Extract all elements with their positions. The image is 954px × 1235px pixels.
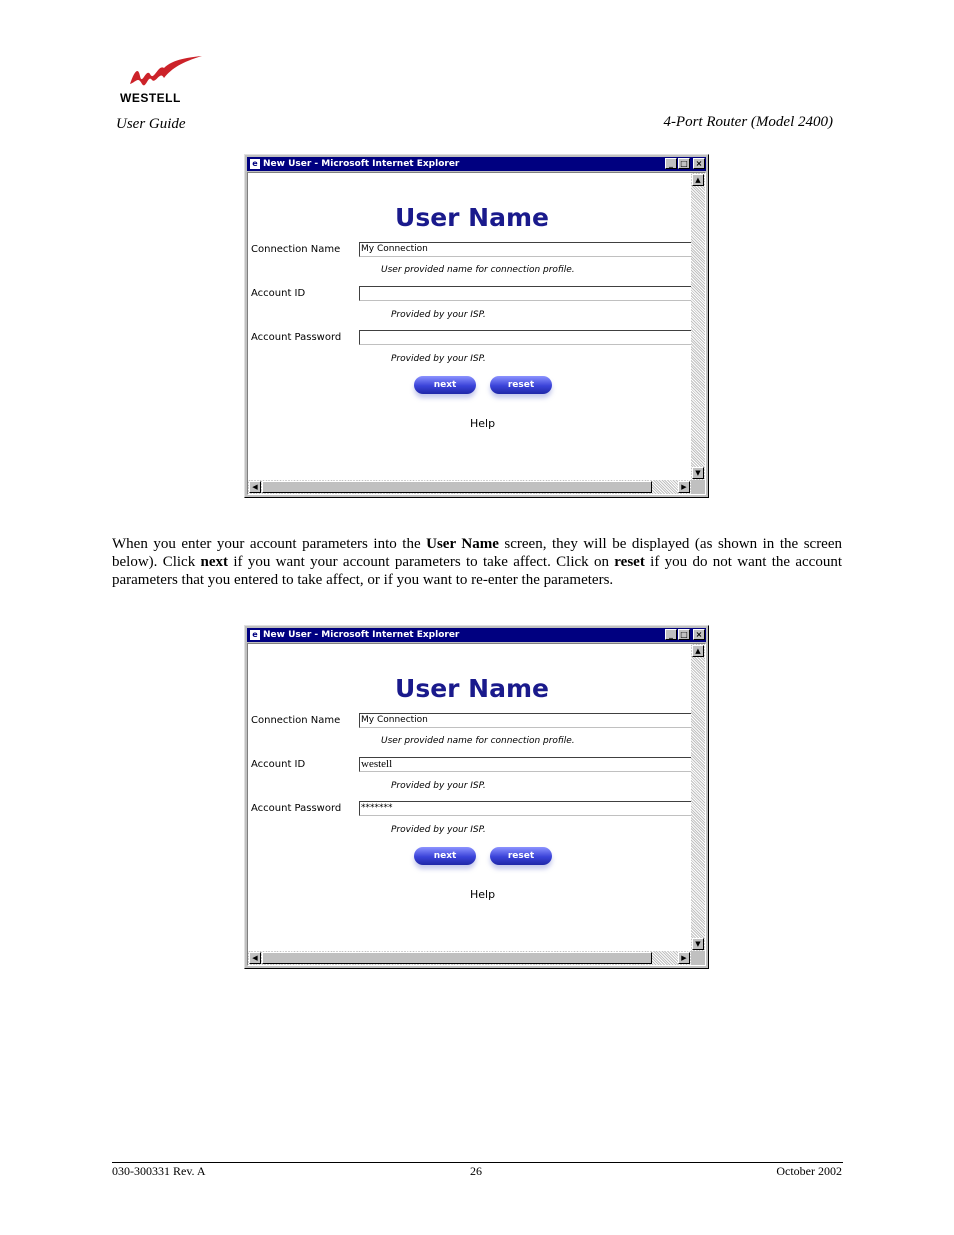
connection-name-hint: User provided name for connection profile. bbox=[381, 736, 575, 746]
minimize-button[interactable]: _ bbox=[665, 158, 677, 169]
scroll-down-icon[interactable]: ▼ bbox=[692, 938, 704, 950]
browser-content bbox=[247, 643, 706, 966]
account-password-hint: Provided by your ISP. bbox=[391, 825, 486, 835]
footer-page-number: 26 bbox=[470, 1164, 482, 1178]
scroll-thumb[interactable] bbox=[262, 481, 652, 493]
account-password-label: Account Password bbox=[251, 332, 342, 343]
account-password-hint: Provided by your ISP. bbox=[391, 354, 486, 364]
connection-name-label: Connection Name bbox=[251, 244, 341, 255]
para-text-4: if you do not want the account parameters that you entered to take affect, or if you want to re-enter the parameters. bbox=[112, 554, 842, 588]
account-password-input[interactable]: ******* bbox=[359, 801, 695, 816]
minimize-button[interactable]: _ bbox=[665, 629, 677, 640]
next-button[interactable]: next bbox=[414, 847, 476, 865]
header-user-guide: User Guide bbox=[116, 116, 186, 132]
maximize-button[interactable]: □ bbox=[678, 629, 690, 640]
vertical-scrollbar[interactable] bbox=[691, 173, 705, 480]
account-password-input[interactable] bbox=[359, 330, 695, 345]
reset-button[interactable]: reset bbox=[490, 376, 552, 394]
ie-icon: e bbox=[250, 630, 260, 640]
close-button[interactable]: × bbox=[693, 158, 705, 169]
para-text-2: screen, they will be displayed (as shown in the screen below). Click bbox=[112, 536, 842, 570]
help-link[interactable]: Help bbox=[470, 417, 496, 430]
account-id-input[interactable] bbox=[359, 286, 695, 301]
horizontal-scrollbar[interactable] bbox=[248, 951, 705, 965]
body-paragraph bbox=[112, 535, 842, 589]
account-password-label: Account Password bbox=[251, 803, 342, 814]
scroll-thumb[interactable] bbox=[262, 952, 652, 964]
logo-text: WESTELL bbox=[120, 91, 181, 105]
window-titlebar bbox=[247, 628, 706, 642]
browser-window-1 bbox=[244, 154, 709, 498]
scroll-right-icon[interactable]: ▶ bbox=[678, 481, 690, 493]
browser-content bbox=[247, 172, 706, 495]
scroll-left-icon[interactable]: ◀ bbox=[249, 952, 261, 964]
page-title: User Name bbox=[395, 203, 549, 232]
connection-name-input[interactable]: My Connection bbox=[359, 242, 695, 257]
scroll-corner bbox=[691, 951, 705, 965]
browser-window-2 bbox=[244, 625, 709, 969]
scroll-up-icon[interactable]: ▲ bbox=[692, 174, 704, 186]
close-button[interactable]: × bbox=[693, 629, 705, 640]
window-titlebar bbox=[247, 157, 706, 171]
para-bold-user-name: User Name bbox=[426, 536, 499, 552]
account-id-label: Account ID bbox=[251, 288, 306, 299]
window-title: New User - Microsoft Internet Explorer bbox=[263, 159, 460, 169]
para-text-3: if you want your account parameters to take affect. Click on bbox=[228, 554, 615, 570]
maximize-button[interactable]: □ bbox=[678, 158, 690, 169]
next-button[interactable]: next bbox=[414, 376, 476, 394]
scroll-right-icon[interactable]: ▶ bbox=[678, 952, 690, 964]
connection-name-hint: User provided name for connection profile. bbox=[381, 265, 575, 275]
account-id-hint: Provided by your ISP. bbox=[391, 781, 486, 791]
account-id-hint: Provided by your ISP. bbox=[391, 310, 486, 320]
connection-name-label: Connection Name bbox=[251, 715, 341, 726]
vertical-scrollbar[interactable] bbox=[691, 644, 705, 951]
horizontal-scrollbar[interactable] bbox=[248, 480, 705, 494]
para-bold-next: next bbox=[200, 554, 229, 570]
page-title: User Name bbox=[395, 674, 549, 703]
help-link[interactable]: Help bbox=[470, 888, 496, 901]
footer-doc-number: 030-300331 Rev. A bbox=[112, 1164, 206, 1178]
scroll-down-icon[interactable]: ▼ bbox=[692, 467, 704, 479]
header-product-name: 4-Port Router (Model 2400) bbox=[663, 114, 833, 130]
account-id-input[interactable]: westell bbox=[359, 757, 695, 772]
account-id-label: Account ID bbox=[251, 759, 306, 770]
scroll-left-icon[interactable]: ◀ bbox=[249, 481, 261, 493]
window-title: New User - Microsoft Internet Explorer bbox=[263, 630, 460, 640]
scroll-corner bbox=[691, 480, 705, 494]
scroll-up-icon[interactable]: ▲ bbox=[692, 645, 704, 657]
reset-button[interactable]: reset bbox=[490, 847, 552, 865]
connection-name-input[interactable]: My Connection bbox=[359, 713, 695, 728]
para-bold-reset: reset bbox=[614, 554, 645, 570]
ie-icon: e bbox=[250, 159, 260, 169]
para-text-1: When you enter your account parameters into the bbox=[112, 536, 427, 552]
footer-date: October 2002 bbox=[776, 1164, 842, 1178]
footer-rule bbox=[112, 1162, 843, 1163]
westell-logo bbox=[118, 54, 208, 106]
